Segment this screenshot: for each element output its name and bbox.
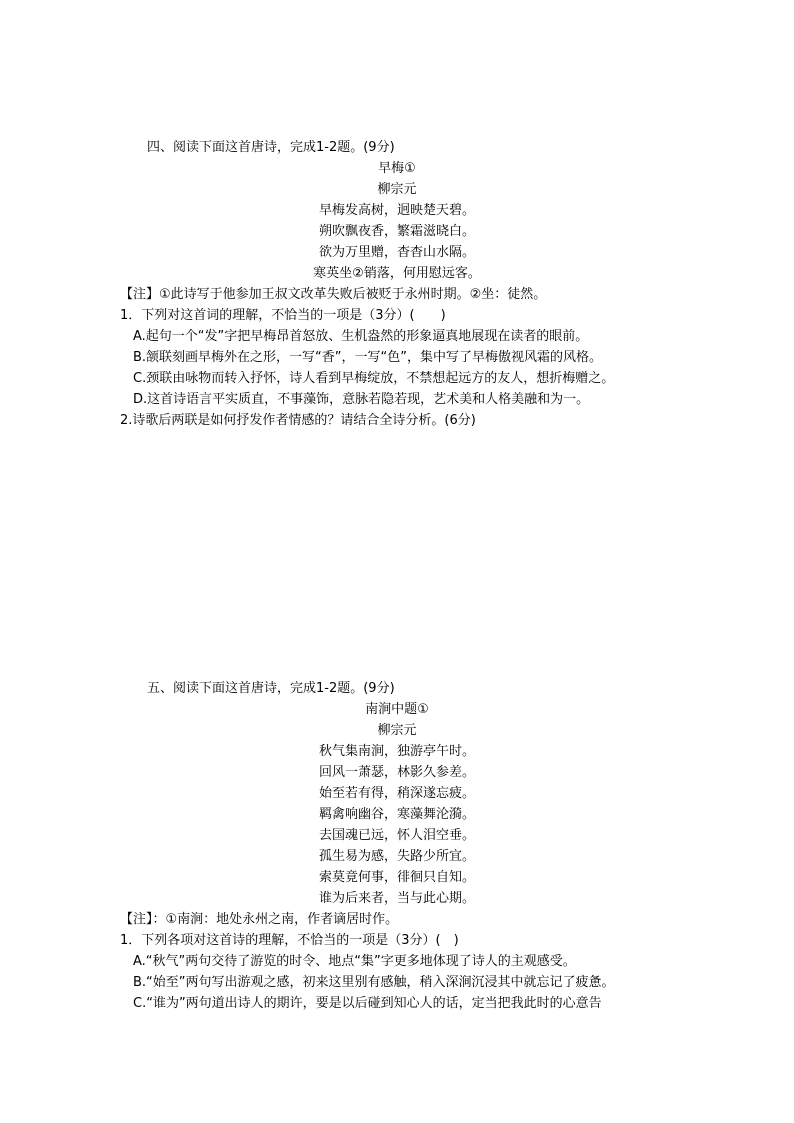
poem-1-title: 早梅① — [378, 161, 416, 176]
poem-2-line: 羁禽响幽谷，寒藻舞沦漪。 — [318, 807, 475, 822]
poem-2-author: 柳宗元 — [377, 723, 417, 738]
section-5-option-b: B.“始至”两句写出游观之感，初来这里别有感触，稍入深涧沉浸其中就忘记了疲惫。 — [133, 975, 615, 990]
section-5-heading: 五、阅读下面这首唐诗，完成1-2题。(9分) — [147, 681, 395, 696]
section-4-question-1: 1．下列对这首词的理解，不恰当的一项是（3分）( ) — [120, 308, 446, 323]
section-4-option-b: B.颔联刻画早梅外在之形，一写“香”，一写“色”，集中写了早梅傲视风霜的风格。 — [133, 350, 602, 365]
section-4-option-d: D.这首诗语言平实质直，不事藻饰，意脉若隐若现，艺术美和人格美融和为一。 — [133, 392, 590, 407]
poem-1-line: 早梅发高树，迥映楚天碧。 — [318, 203, 475, 218]
poem-2-line: 索莫竟何事，徘徊只自知。 — [318, 870, 475, 885]
section-4-option-a: A.起句一个“发”字把早梅昂首怒放、生机盎然的形象逼真地展现在读者的眼前。 — [133, 329, 589, 344]
section-5-question-1: 1．下列各项对这首诗的理解，不恰当的一项是（3分）( ) — [120, 933, 459, 948]
section-5-option-c: C.“谁为”两句道出诗人的期许，要是以后碰到知心人的话，定当把我此时的心意告 — [133, 996, 602, 1011]
poem-1-author: 柳宗元 — [377, 182, 417, 197]
poem-2-line: 秋气集南涧，独游亭午时。 — [318, 744, 475, 759]
section-4-option-c: C.颈联由咏物而转入抒怀，诗人看到早梅绽放，不禁想起远方的友人，想折梅赠之。 — [133, 371, 615, 386]
poem-1-line: 寒英坐②销落，何用慰远客。 — [313, 266, 481, 281]
poem-2-line: 谁为后来者，当与此心期。 — [318, 891, 475, 906]
poem-1-note: 【注】①此诗写于他参加王叔文改革失败后被贬于永州时期。②坐：徒然。 — [120, 287, 547, 302]
poem-1-line: 欲为万里赠，杳杳山水隔。 — [318, 245, 475, 260]
poem-2-line: 回风一萧瑟，林影久参差。 — [318, 765, 475, 780]
section-4-heading: 四、阅读下面这首唐诗，完成1-2题。(9分) — [147, 140, 395, 155]
poem-2-line: 去国魂已远，怀人泪空垂。 — [318, 828, 475, 843]
poem-2-title: 南涧中题① — [365, 702, 429, 717]
section-4-question-2: 2.诗歌后两联是如何抒发作者情感的？请结合全诗分析。(6分) — [120, 413, 476, 428]
poem-2-note: 【注】：①南涧：地处永州之南，作者谪居时作。 — [120, 912, 399, 927]
poem-2-line: 始至若有得，稍深遂忘疲。 — [318, 786, 475, 801]
poem-1-line: 朔吹飘夜香，繁霜滋晓白。 — [318, 224, 475, 239]
poem-2-line: 孤生易为感，失路少所宜。 — [318, 849, 475, 864]
section-5-option-a: A.“秋气”两句交待了游览的时令、地点“集”字更多地体现了诗人的主观感受。 — [133, 954, 576, 969]
